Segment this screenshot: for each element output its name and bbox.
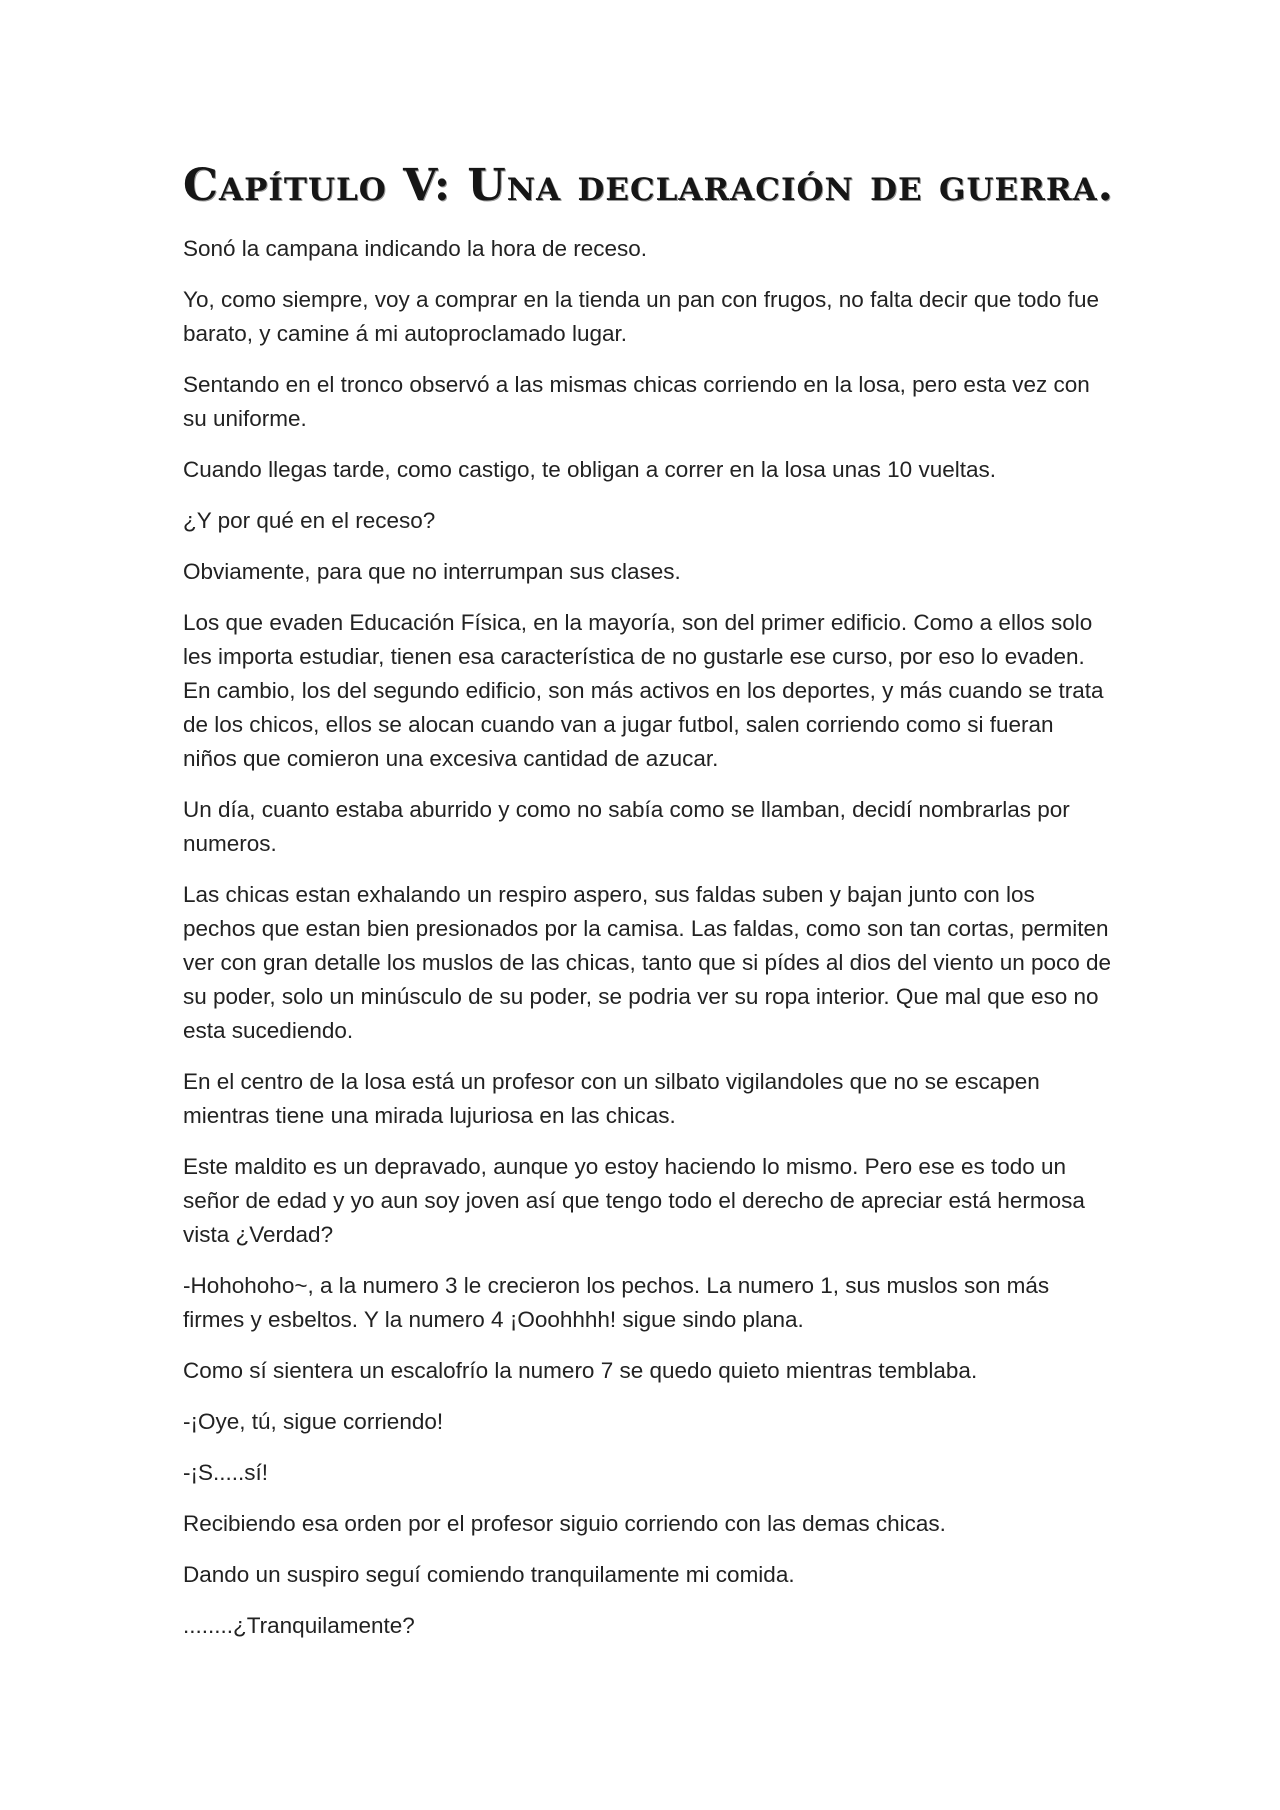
paragraph: Los que evaden Educación Física, en la mayoría, son del primer edificio. Como a ellos solo les importa estudiar, tienen esa característica de no gustarle ese curso, por eso lo evaden. En cambio, los del segundo edificio, son más activos en los deportes, y más cuando se trata de los chicos, ellos se alocan cuando van a jugar futbol, salen corriendo como si fueran niños que comieron una excesiva cantidad de azucar.	[183, 610, 1104, 771]
paragraph: Cuando llegas tarde, como castigo, te obligan a correr en la losa unas 10 vueltas.	[183, 457, 996, 482]
paragraph: Como sí sientera un escalofrío la numero 7 se quedo quieto mientras temblaba.	[183, 1358, 978, 1383]
paragraph: Dando un suspiro seguí comiendo tranquilamente mi comida.	[183, 1562, 795, 1587]
document-page	[183, 160, 1113, 1660]
paragraph: Sonó la campana indicando la hora de receso.	[183, 236, 648, 261]
paragraph: Este maldito es un depravado, aunque yo estoy haciendo lo mismo. Pero ese es todo un señor de edad y yo aun soy joven así que tengo todo el derecho de apreciar está hermosa vista ¿Verdad?	[183, 1154, 1085, 1247]
paragraph: -¡Oye, tú, sigue corriendo!	[183, 1409, 444, 1434]
paragraph: -¡S.....sí!	[183, 1460, 269, 1485]
paragraph: -Hohohoho~, a la numero 3 le crecieron los pechos. La numero 1, sus muslos son más firmes y esbeltos. Y la numero 4 ¡Ooohhhh! sigue sindo plana.	[183, 1273, 1050, 1332]
paragraph: Yo, como siempre, voy a comprar en la tienda un pan con frugos, no falta decir que todo fue barato, y camine á mi autoproclamado lugar.	[183, 287, 1099, 346]
paragraph: Sentando en el tronco observó a las mismas chicas corriendo en la losa, pero esta vez con su uniforme.	[183, 372, 1090, 431]
chapter-title: Capítulo V: Una declaración de guerra.	[183, 160, 1114, 211]
paragraph: ¿Y por qué en el receso?	[183, 508, 436, 533]
paragraph: Recibiendo esa orden por el profesor siguio corriendo con las demas chicas.	[183, 1511, 946, 1536]
chapter-body	[183, 232, 1113, 1643]
paragraph: Obviamente, para que no interrumpan sus clases.	[183, 559, 681, 584]
paragraph: ........¿Tranquilamente?	[183, 1613, 415, 1638]
paragraph: En el centro de la losa está un profesor con un silbato vigilandoles que no se escapen mientras tiene una mirada lujuriosa en las chicas.	[183, 1069, 1040, 1128]
paragraph: Las chicas estan exhalando un respiro aspero, sus faldas suben y bajan junto con los pechos que estan bien presionados por la camisa. Las faldas, como son tan cortas, permiten ver con gran detalle los muslos de las chicas, tanto que si pídes al dios del viento un poco de su poder, solo un minúsculo de su poder, se podria ver su ropa interior. Que mal que eso no esta sucediendo.	[183, 882, 1112, 1043]
paragraph: Un día, cuanto estaba aburrido y como no sabía como se llamban, decidí nombrarlas por numeros.	[183, 797, 1070, 856]
